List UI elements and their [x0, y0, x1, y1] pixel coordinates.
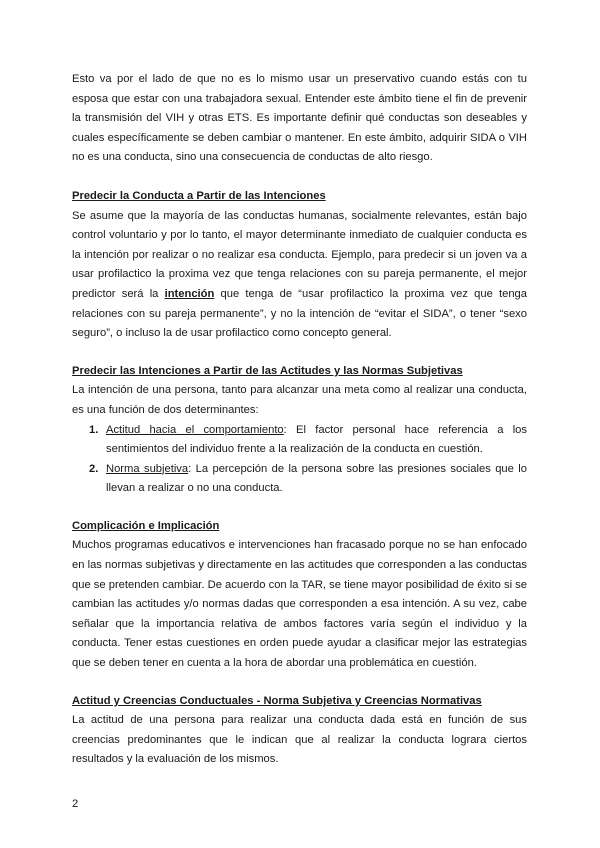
section-paragraph: La intención de una persona, tanto para alcanzar una meta como al realizar una conducta, es una función de dos determinantes: [72, 384, 527, 416]
section-actitud-creencias [72, 692, 527, 770]
section-paragraph [72, 207, 527, 344]
paragraph-text: que tenga de “usar profilactico la proxima vez que tenga relaciones con su pareja permanente”, y no la intención de “evitar el SIDA”, o tener “sexo seguro”, o incluso la de usar profilactico como concepto general. [72, 287, 527, 340]
paragraph-text: Se asume que la mayoría de las conductas humanas, socialmente relevantes, están bajo control voluntario y por lo tanto, el mayor determinante inmediato de cualquier conducta es la intención por realizar o no realizar esa conducta. Ejemplo, para predecir si un joven va a usar profilactico la proxima vez que tenga relaciones con su pareja permanente, el mejor predictor será la [72, 209, 527, 300]
section-predecir-conducta [72, 187, 527, 344]
section-heading: Actitud y Creencias Conductuales - Norma Subjetiva y Creencias Normativas [72, 694, 482, 707]
determinants-list [72, 421, 527, 499]
section-heading: Complicación e Implicación [72, 519, 220, 532]
list-item [72, 460, 527, 499]
list-description: : La percepción de la persona sobre las presiones sociales que lo llevan a realizar o no una conducta. [106, 462, 527, 495]
list-number: 2. [89, 462, 99, 475]
list-term: Norma subjetiva [106, 462, 189, 475]
page-number: 2 [72, 798, 79, 810]
section-paragraph: La actitud de una persona para realizar una conducta dada está en función de sus creencias predominantes que le indican que al realizar la conducta lograra ciertos resultados y la evaluación de los mismos. [72, 714, 527, 766]
section-heading: Predecir la Conducta a Partir de las Intenciones [72, 189, 326, 202]
list-number: 1. [89, 423, 99, 436]
document-page [72, 70, 527, 770]
list-term: Actitud hacia el comportamiento [106, 423, 284, 436]
list-description: : El factor personal hace referencia a los sentimientos del individuo frente a la realización de la conducta en cuestión. [106, 423, 527, 456]
section-complicacion [72, 517, 527, 674]
section-paragraph: Muchos programas educativos e intervenciones han fracasado porque no se han enfocado en las normas subjetivas y directamente en las actitudes que corresponden a las conductas que se pretenden cambiar. De acuerdo con la TAR, se tiene mayor posibilidad de éxito si se cambian las actitudes y/o normas dadas que corresponden a esa intención. A su vez, cabe señalar que la importancia relativa de ambos factores varía según el individuo y la conducta. Tener estas cuestiones en orden puede ayudar a clasificar mejor las estrategias que se deben tener en cuenta a la hora de abordar una problemática en cuestión. [72, 539, 527, 670]
section-heading: Predecir las Intenciones a Partir de las Actitudes y las Normas Subjetivas [72, 364, 463, 377]
emphasis-word: intención [164, 287, 215, 300]
intro-paragraph: Esto va por el lado de que no es lo mismo usar un preservativo cuando estás con tu esposa que estar con una trabajadora sexual. Entender este ámbito tiene el fin de prevenir la transmisión del VIH y otras ETS. Es importante definir qué conductas son deseables y cuales específicamente se deben cambiar o mantener. En este ámbito, adquirir SIDA o VIH no es una conducta, sino una consecuencia de conductas de alto riesgo. [72, 73, 527, 164]
list-item [72, 421, 527, 460]
section-predecir-intenciones [72, 362, 527, 499]
